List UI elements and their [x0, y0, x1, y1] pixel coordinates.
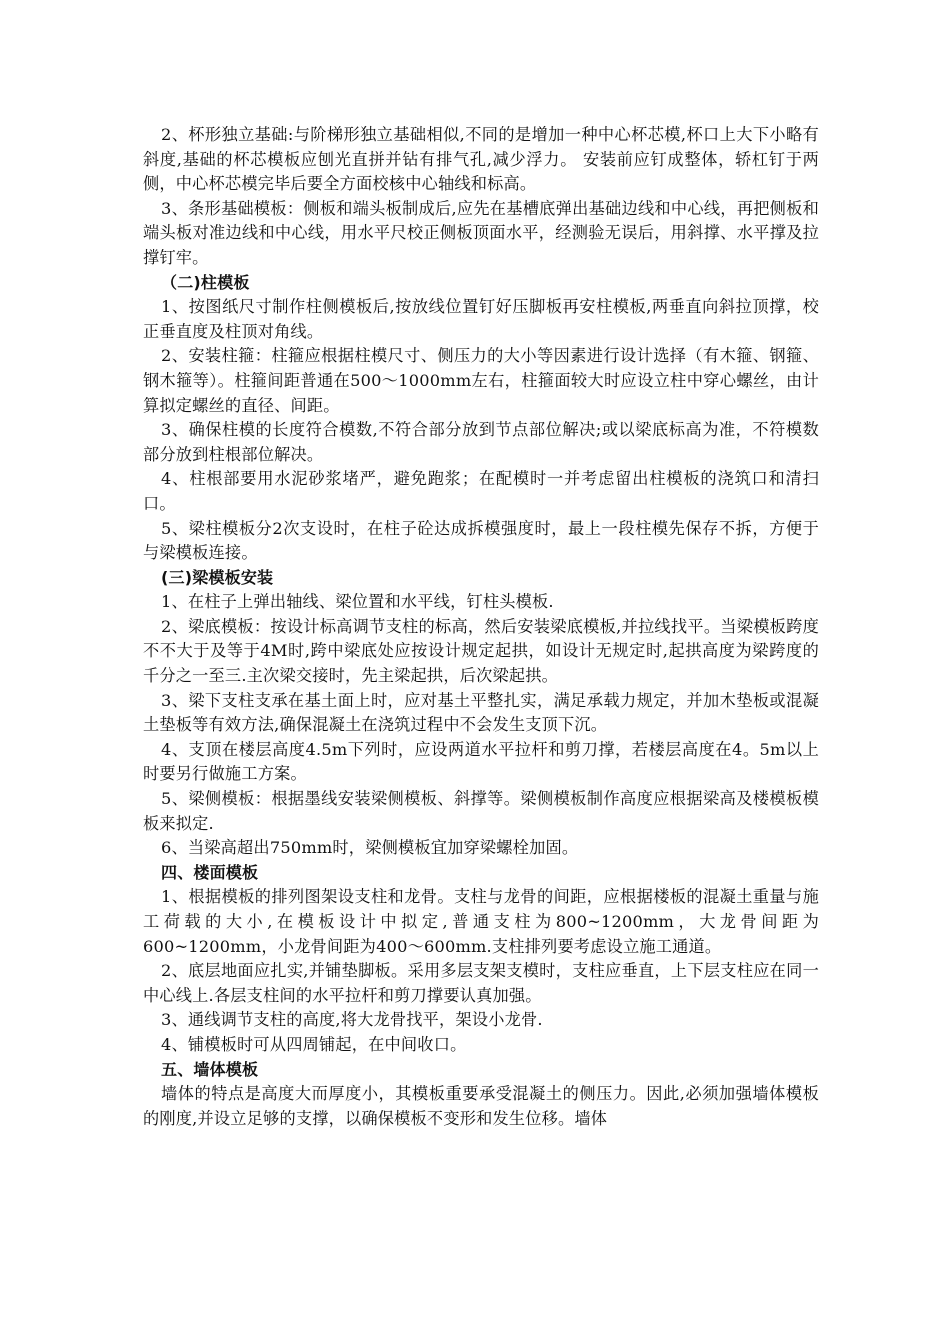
para-floor-4: 4、铺模板时可从四周铺起，在中间收口。 — [161, 1034, 467, 1054]
heading-beam-formwork: (三)梁模板安装 — [161, 567, 274, 587]
para-floor-3: 3、通线调节支柱的高度,将大龙骨找平，架设小龙骨. — [161, 1010, 543, 1030]
para-wall-1: 墙体的特点是高度大而厚度小，其模板重要承受混凝土的侧压力。因此,必须加强墙体模板的刚度,并设立足够的支撑，以确保模板不变形和发生位移。墙体 — [143, 1084, 819, 1128]
document-body — [143, 123, 819, 1131]
para-beam-2: 2、梁底模板：按设计标高调节支柱的标高，然后安装梁底模板,并拉线找平。当梁模板跨度不不大于及等于4M时,跨中梁底处应按设计规定起拱，如设计无规定时,起拱高度为梁跨度的千分之一至三.主次梁交接时，先主梁起拱，后次梁起拱。 — [143, 616, 819, 686]
heading-wall-formwork: 五、墙体模板 — [161, 1059, 259, 1079]
heading-floor-formwork: 四、楼面模板 — [161, 862, 259, 882]
para-beam-1: 1、在柱子上弹出轴线、梁位置和水平线，钉柱头模板. — [161, 592, 554, 612]
para-beam-5: 5、梁侧模板：根据墨线安装梁侧模板、斜撑等。梁侧模板制作高度应根据梁高及楼模板模板来拟定. — [143, 789, 819, 833]
heading-column-formwork: （二)柱模板 — [161, 272, 250, 292]
para-floor-2: 2、底层地面应扎实,并铺垫脚板。采用多层支架支模时，支柱应垂直，上下层支柱应在同一中心线上.各层支柱间的水平拉杆和剪刀撑要认真加强。 — [143, 961, 819, 1005]
para-floor-1: 1、根据模板的排列图架设支柱和龙骨。支柱与龙骨的间距，应根据楼板的混凝土重量与施工荷载的大小,在模板设计中拟定,普通支柱为800~1200mm，大龙骨间距为600~1200mm，小龙骨间距为400～600mm.支柱排列要考虑设立施工通道。 — [143, 887, 819, 956]
para-beam-6: 6、当梁高超出750mm时，梁侧模板宜加穿梁螺栓加固。 — [161, 838, 579, 858]
para-column-3: 3、确保柱模的长度符合模数,不符合部分放到节点部位解决;或以梁底标高为准，不符模数部分放到柱根部位解决。 — [143, 420, 819, 464]
para-column-2: 2、安装柱箍：柱箍应根据柱模尺寸、侧压力的大小等因素进行设计选择（有木箍、钢箍、钢木箍等）。柱箍间距普通在500～1000mm左右，柱箍面较大时应设立柱中穿心螺丝，由计算拟定螺丝的直径、间距。 — [143, 346, 819, 415]
para-beam-3: 3、梁下支柱支承在基土面上时，应对基土平整扎实，满足承载力规定，并加木垫板或混凝土垫板等有效方法,确保混凝土在浇筑过程中不会发生支顶下沉。 — [143, 690, 819, 735]
para-cup-foundation: 2、杯形独立基础:与阶梯形独立基础相似,不同的是增加一种中心杯芯模,杯口上大下小略有斜度,基础的杯芯模板应刨光直拼并钻有排气孔,减少浮力。 安装前应钉成整体，轿杠钉于两侧，中心杯芯模完毕后要全方面校核中心轴线和标高。 — [143, 125, 819, 194]
para-column-1: 1、按图纸尺寸制作柱侧模板后,按放线位置钉好压脚板再安柱模板,两垂直向斜拉顶撑，校正垂直度及柱顶对角线。 — [143, 297, 819, 341]
para-column-4: 4、柱根部要用水泥砂浆堵严，避免跑浆；在配模时一并考虑留出柱模板的浇筑口和清扫口。 — [143, 469, 819, 513]
para-strip-foundation: 3、条形基础模板：侧板和端头板制成后,应先在基槽底弹出基础边线和中心线，再把侧板和端头板对准边线和中心线，用水平尺校正侧板顶面水平，经测验无误后，用斜撑、水平撑及拉撑钉牢。 — [143, 198, 819, 267]
para-beam-4: 4、支顶在楼层高度4.5m下列时，应设两道水平拉杆和剪刀撑，若楼层高度在4。5m以上时要另行做施工方案。 — [143, 739, 819, 784]
para-column-5: 5、梁柱模板分2次支设时，在柱子砼达成拆模强度时，最上一段柱模先保存不拆，方便于与梁模板连接。 — [143, 518, 819, 563]
